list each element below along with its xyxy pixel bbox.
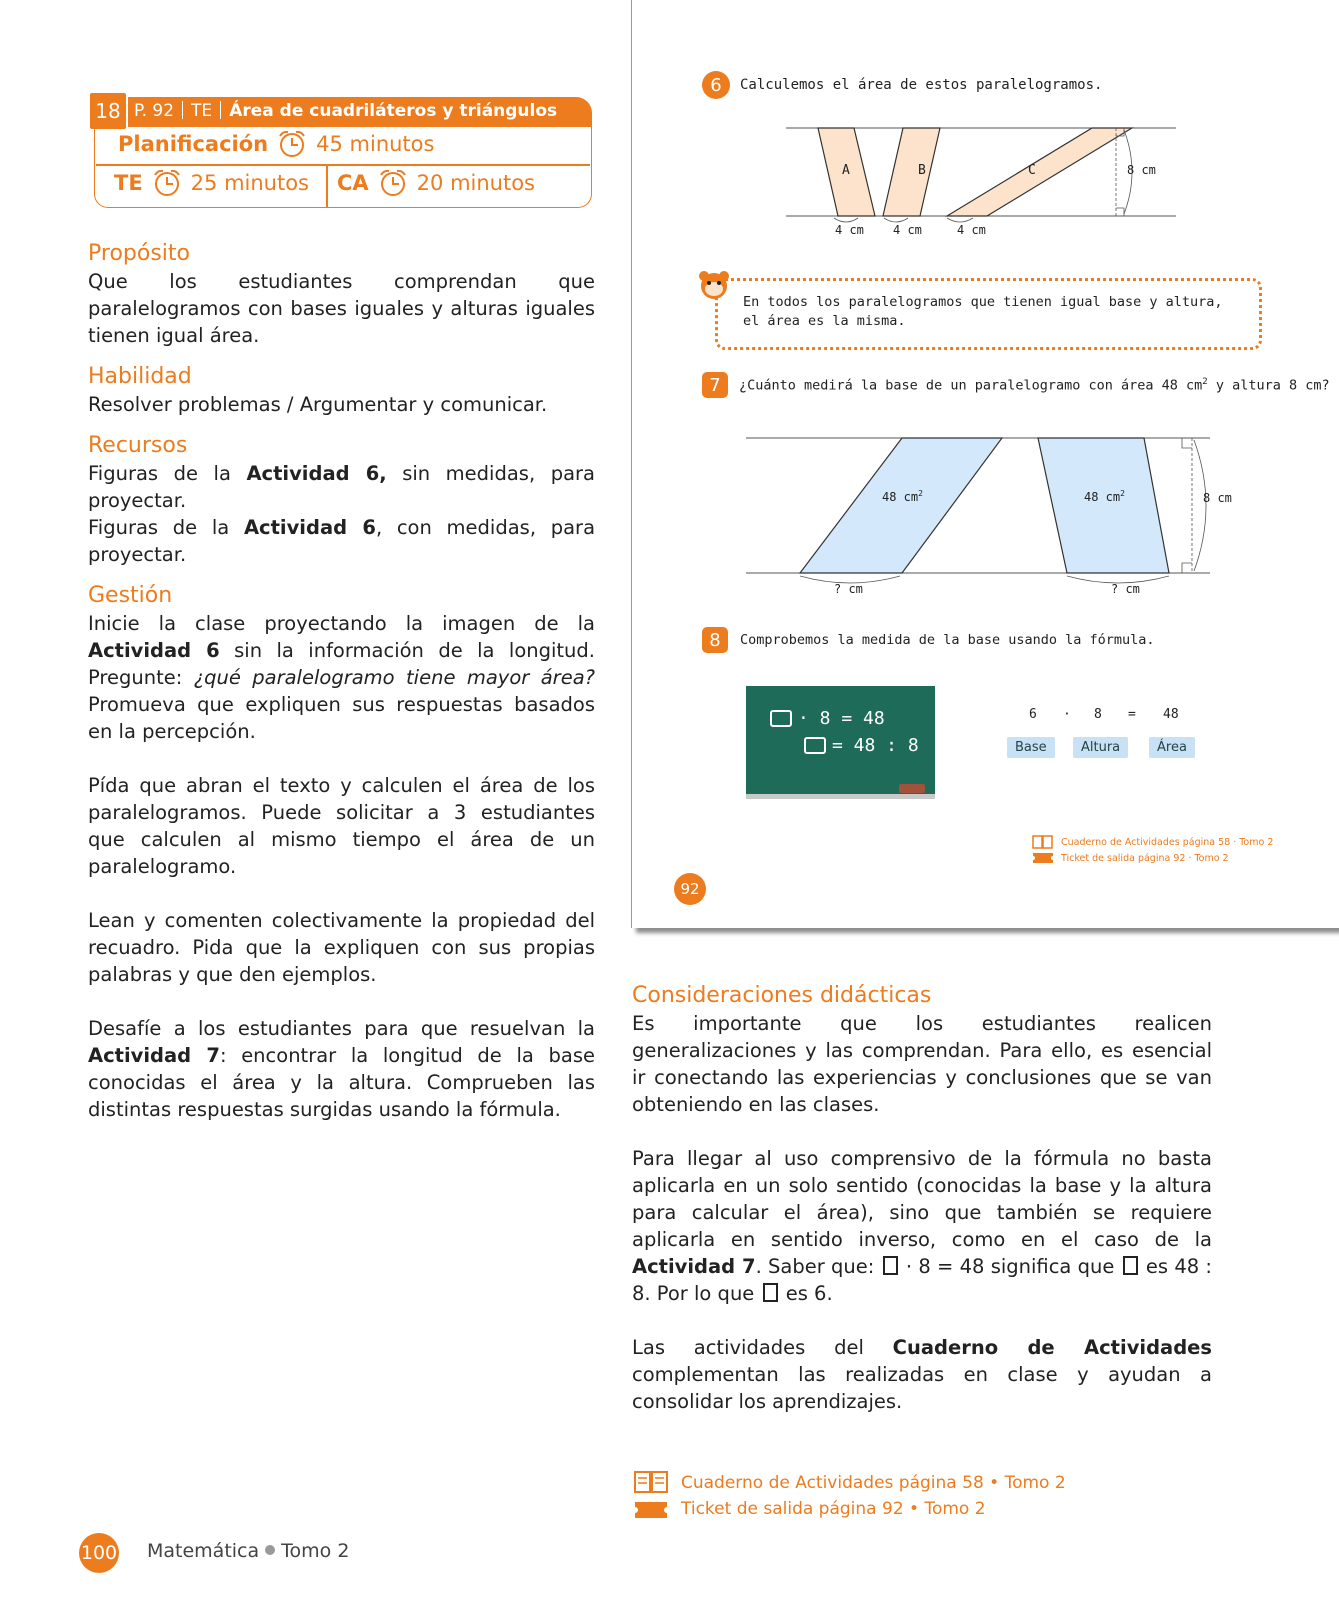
- recursos-heading: Recursos: [88, 433, 188, 458]
- alarm-clock-icon: [151, 168, 183, 198]
- empty-box-icon: [770, 710, 792, 727]
- formula-equals: =: [1128, 707, 1136, 722]
- lesson-title-text: Área de cuadriláteros y triángulos: [229, 101, 558, 121]
- height-label: 8 cm: [1127, 163, 1156, 177]
- question-8-badge: 8: [702, 627, 728, 653]
- textbook-ref-ticket: Ticket de salida página 92 · Tomo 2: [1061, 853, 1229, 864]
- gestion-paragraph-1: Inicie la clase proyectando la imagen de la Actividad 6 sin la información de la longitud. Pregunte: ¿qué paralelogramo tiene mayor área? Promueva que expliquen sus respuestas basados en la percepción.: [88, 612, 595, 743]
- question-7-text: ¿Cuánto medirá la base de un paralelogramo con área 48 $cm^2$ y altura 8 cm?: [739, 377, 1330, 394]
- consideraciones-paragraph-3: Las actividades del Cuaderno de Actividades complementan las realizadas en clase y ayudan a consolidar los aprendizajes.: [632, 1336, 1212, 1413]
- planning-row: [118, 129, 434, 159]
- recursos-line-1: Figuras de la Actividad 6, sin medidas, para proyectar.: [88, 462, 595, 512]
- label-base: Base: [1007, 737, 1055, 758]
- habilidad-text: Resolver problemas / Argumentar y comunicar.: [88, 393, 548, 416]
- gestion-heading: Gestión: [88, 583, 173, 608]
- gestion-paragraph-2: Pída que abran el texto y calculen el área de los paralelogramos. Puede solicitar a 3 estudiantes que calculen al mismo tiempo el área de un paralelogramo.: [88, 774, 595, 878]
- property-note-text: En todos los paralelogramos que tienen igual base y altura, el área es la misma.: [743, 294, 1223, 329]
- te-time-label: TE: [114, 171, 143, 195]
- ca-time-row: [337, 168, 535, 198]
- question-6-text: Calculemos el área de estos paralelogramos.: [740, 77, 1103, 93]
- te-time-row: [114, 168, 309, 198]
- consideraciones-heading: Consideraciones didácticas: [632, 983, 932, 1008]
- divider: [326, 165, 328, 207]
- height-label-7: 8 cm: [1203, 491, 1232, 505]
- ca-label: CA: [337, 171, 369, 195]
- empty-box-icon: [804, 737, 826, 754]
- label-altura: Altura: [1073, 737, 1128, 758]
- eraser-icon: [899, 784, 925, 793]
- textbook-ref-cuaderno: Cuaderno de Actividades página 58 · Tomo 2: [1061, 837, 1274, 848]
- ticket-icon: [1032, 852, 1054, 864]
- empty-box-icon: [763, 1283, 778, 1302]
- parallelogram-b: [883, 128, 940, 216]
- ref-cuaderno: Cuaderno de Actividades página 58 • Tomo 2: [681, 1473, 1066, 1493]
- ref-ticket: Ticket de salida página 92 • Tomo 2: [681, 1499, 986, 1519]
- alarm-clock-icon: [276, 129, 308, 159]
- area-label-1: 48 $cm^2$: [882, 489, 923, 504]
- base-label-b: 4 cm: [893, 223, 922, 237]
- question-8-text: Comprobemos la medida de la base usando la fórmula.: [740, 632, 1155, 648]
- ticket-icon: [633, 1500, 669, 1520]
- parallelogram-c-label: C: [1028, 163, 1036, 178]
- board-line-2: = 48 : 8: [804, 735, 919, 756]
- bullet-icon: [265, 1545, 275, 1555]
- unknown-base-label-2: ? cm: [1111, 582, 1140, 596]
- proposito-heading: Propósito: [88, 241, 190, 266]
- proposito-text: Que los estudiantes comprendan que paralelogramos con bases iguales y alturas iguales tienen igual área.: [88, 270, 595, 347]
- empty-box-icon: [883, 1256, 898, 1275]
- area-label-2: 48 $cm^2$: [1084, 489, 1125, 504]
- parallelogram-a-label: A: [842, 163, 850, 178]
- gestion-paragraph-3: Lean y comenten colectivamente la propiedad del recuadro. Pida que la expliquen con sus propias palabras y que den ejemplos.: [88, 909, 595, 986]
- question-6-badge: 6: [702, 71, 730, 99]
- ca-time: 20 minutos: [416, 171, 536, 195]
- planning-label: Planificación: [118, 132, 269, 156]
- board-line-1: · 8 = 48: [770, 708, 885, 729]
- divider: [96, 164, 590, 166]
- te-label: TE: [191, 101, 213, 121]
- consideraciones-paragraph-2: Para llegar al uso comprensivo de la fórmula no basta aplicarla en un solo sentido (conocidas la base y la altura para calcular el área), sino que también se requiere aplicarla en sentido inverso, como en el caso de la Actividad 7. Saber que: · 8 = 48 significa que es 48 : 8. Por lo que es 6.: [632, 1147, 1212, 1305]
- book-icon: [633, 1470, 669, 1494]
- parallelogram-b-label: B: [918, 163, 926, 178]
- base-label-a: 4 cm: [835, 223, 864, 237]
- formula-base-value: 6: [1029, 707, 1037, 722]
- left-column: [88, 240, 595, 1123]
- formula-operator: ·: [1063, 707, 1071, 722]
- te-time: 25 minutos: [190, 171, 310, 195]
- page-number: 100: [79, 1533, 119, 1573]
- textbook-page-number: 92: [674, 873, 706, 905]
- planning-time: 45 minutos: [316, 132, 435, 156]
- habilidad-heading: Habilidad: [88, 364, 192, 389]
- formula-height-value: 8: [1094, 707, 1102, 722]
- gestion-paragraph-4: Desafíe a los estudiantes para que resuelvan la Actividad 7: encontrar la longitud de la base conocidas el área y la altura. Comprueben las distintas respuestas surgidas usando la fórmula.: [88, 1017, 595, 1121]
- figure-activity-7: [740, 430, 1240, 600]
- question-7-badge: 7: [702, 372, 728, 398]
- alarm-clock-icon: [377, 168, 409, 198]
- base-label-c: 4 cm: [957, 223, 986, 237]
- right-column: [632, 982, 1212, 1415]
- mascot-icon: [696, 268, 732, 302]
- label-area: Área: [1149, 737, 1195, 758]
- footer-subject: Matemática Tomo 2: [147, 1540, 350, 1562]
- parallelogram-c: [947, 128, 1132, 216]
- consideraciones-paragraph-1: Es importante que los estudiantes realicen generalizaciones y las comprendan. Para ello, es esencial ir conectando las experiencias y conclusiones que se van obteniendo en las clases.: [632, 1012, 1212, 1116]
- unknown-base-label-1: ? cm: [834, 582, 863, 596]
- parallelogram-blue-1: [800, 438, 1002, 573]
- parallelogram-blue-2: [1038, 438, 1169, 573]
- lesson-number: 18: [88, 91, 128, 131]
- lesson-title: [134, 101, 557, 121]
- recursos-line-2: Figuras de la Actividad 6, con medidas, para proyectar.: [88, 516, 596, 566]
- book-icon: [1032, 835, 1054, 849]
- empty-box-icon: [1123, 1256, 1138, 1275]
- page-ref: P. 92: [134, 101, 175, 121]
- formula-area-value: 48: [1163, 707, 1179, 722]
